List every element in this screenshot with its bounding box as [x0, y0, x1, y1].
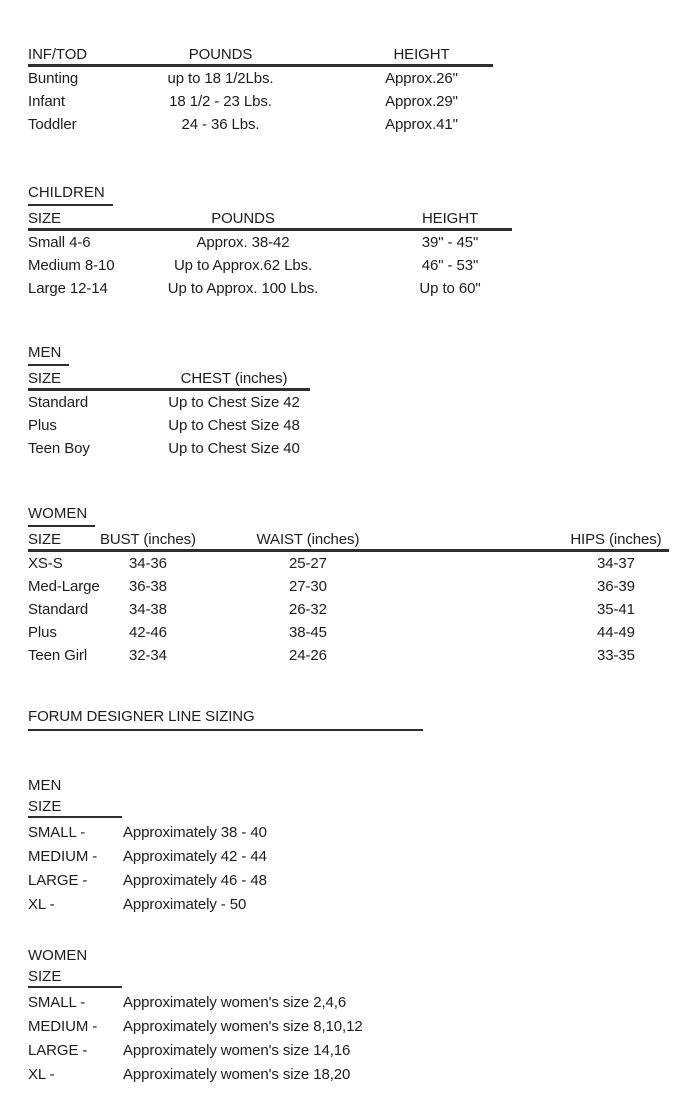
data-cell: Large 12-14	[28, 280, 108, 297]
data-cell: Bunting	[28, 70, 79, 87]
data-cell: 44-49	[597, 624, 635, 641]
data-cell: Up to Approx. 100 Lbs.	[167, 280, 319, 297]
data-cell: 39" - 45"	[421, 234, 479, 251]
section-forum-designer	[28, 708, 423, 731]
data-cell: 24-26	[289, 647, 327, 664]
data-cell: 36-39	[597, 578, 635, 595]
list-row	[28, 1039, 363, 1063]
table-header-row	[28, 208, 512, 230]
section-title-wrap	[28, 344, 310, 368]
section-title-wrap	[28, 505, 669, 529]
size-label: LARGE -	[28, 1042, 88, 1059]
spacer-cell	[283, 90, 350, 113]
data-cell: Approx. 38-42	[196, 234, 290, 251]
section-title-wrap	[28, 184, 512, 208]
header-cell: POUNDS	[158, 208, 328, 230]
inf-tod-table	[28, 44, 493, 136]
data-cell: Approx.29"	[385, 93, 458, 110]
data-cell: Toddler	[28, 116, 77, 133]
data-cell: Approx.41"	[385, 116, 458, 133]
men-table	[28, 368, 310, 460]
data-cell: Up to Chest Size 42	[168, 394, 300, 411]
data-cell: 32-34	[129, 647, 167, 664]
table-row	[28, 414, 310, 437]
forum-section-heading: MEN	[28, 777, 62, 794]
spacer-cell	[328, 230, 388, 255]
section-title: WOMEN	[28, 505, 95, 527]
header-cell: POUNDS	[158, 44, 283, 66]
data-cell: XS-S	[28, 555, 63, 572]
section-inf-tod	[28, 44, 493, 136]
list-row	[28, 1015, 363, 1039]
data-cell: 38-45	[289, 624, 327, 641]
data-cell: 36-38	[129, 578, 167, 595]
header-cell: HEIGHT	[350, 44, 493, 66]
data-cell: Medium 8-10	[28, 257, 115, 274]
size-value: Approximately 38 - 40	[123, 824, 267, 841]
table-row	[28, 621, 669, 644]
size-label: SMALL -	[28, 994, 86, 1011]
children-table	[28, 208, 512, 300]
spacer-cell	[328, 254, 388, 277]
size-label: XL -	[28, 896, 55, 913]
size-value: Approximately - 50	[123, 896, 247, 913]
spacer-cell	[420, 575, 563, 598]
list-row	[28, 845, 267, 869]
spacer-cell	[420, 551, 563, 576]
spacer-cell	[283, 44, 350, 66]
forum-size-label-wrap	[28, 967, 363, 991]
size-value: Approximately 46 - 48	[123, 872, 267, 889]
section-men	[28, 344, 310, 460]
section-title: MEN	[28, 344, 69, 366]
table-header-row	[28, 368, 310, 390]
size-label: MEDIUM -	[28, 848, 98, 865]
data-cell: Med-Large	[28, 578, 100, 595]
size-label: MEDIUM -	[28, 1018, 98, 1035]
data-cell: Plus	[28, 417, 57, 434]
size-label: XL -	[28, 1066, 55, 1083]
header-cell: BUST (inches)	[100, 529, 196, 551]
data-cell: Standard	[28, 394, 89, 411]
data-cell: up to 18 1/2Lbs.	[167, 70, 274, 87]
header-cell: SIZE	[28, 368, 158, 390]
table-row	[28, 575, 669, 598]
spacer-cell	[328, 208, 388, 230]
data-cell: 24 - 36 Lbs.	[181, 116, 260, 133]
data-cell: Standard	[28, 601, 89, 618]
forum-section-heading: WOMEN	[28, 947, 88, 964]
size-value: Approximately 42 - 44	[123, 848, 267, 865]
data-cell: 27-30	[289, 578, 327, 595]
forum-size-label-wrap	[28, 797, 267, 821]
forum-size-label: SIZE	[28, 967, 122, 988]
size-value: Approximately women's size 18,20	[123, 1066, 351, 1083]
table-row	[28, 277, 512, 300]
table-row	[28, 254, 512, 277]
size-value: Approximately women's size 14,16	[123, 1042, 351, 1059]
table-row	[28, 66, 493, 91]
list-row	[28, 1063, 363, 1087]
header-cell: SIZE	[28, 529, 100, 551]
women-table	[28, 529, 669, 667]
header-cell: WAIST (inches)	[196, 529, 420, 551]
data-cell: 34-38	[129, 601, 167, 618]
section-title: CHILDREN	[28, 184, 113, 206]
header-cell: INF/TOD	[28, 44, 158, 66]
data-cell: Teen Boy	[28, 440, 90, 457]
size-label: LARGE -	[28, 872, 88, 889]
data-cell: 42-46	[129, 624, 167, 641]
data-cell: Infant	[28, 93, 65, 110]
spacer-cell	[420, 529, 563, 551]
table-row	[28, 90, 493, 113]
list-row	[28, 991, 363, 1015]
data-cell: 46" - 53"	[421, 257, 479, 274]
header-cell: HEIGHT	[388, 208, 512, 230]
section-women	[28, 505, 669, 667]
section-children	[28, 184, 512, 300]
forum-designer-title: FORUM DESIGNER LINE SIZING	[28, 708, 423, 731]
data-cell: 33-35	[597, 647, 635, 664]
table-row	[28, 644, 669, 667]
data-cell: Small 4-6	[28, 234, 91, 251]
spacer-cell	[328, 277, 388, 300]
data-cell: 35-41	[597, 601, 635, 618]
data-cell: Plus	[28, 624, 57, 641]
forum-women-list	[28, 945, 363, 1087]
spacer-cell	[283, 66, 350, 91]
data-cell: Up to Approx.62 Lbs.	[173, 257, 313, 274]
forum-size-label: SIZE	[28, 797, 122, 818]
table-row	[28, 551, 669, 576]
header-cell: CHEST (inches)	[158, 368, 310, 390]
forum-men-list	[28, 775, 267, 917]
table-header-row	[28, 44, 493, 66]
header-cell: SIZE	[28, 208, 158, 230]
data-cell: Teen Girl	[28, 647, 88, 664]
table-header-row	[28, 529, 669, 551]
table-row	[28, 598, 669, 621]
table-row	[28, 113, 493, 136]
data-cell: Up to 60"	[419, 280, 481, 297]
list-row	[28, 821, 267, 845]
data-cell: Approx.26"	[385, 70, 458, 87]
spacer-cell	[420, 644, 563, 667]
data-cell: 25-27	[289, 555, 327, 572]
size-value: Approximately women's size 8,10,12	[123, 1018, 363, 1035]
data-cell: 34-37	[597, 555, 635, 572]
list-row	[28, 869, 267, 893]
spacer-cell	[420, 621, 563, 644]
data-cell: 18 1/2 - 23 Lbs.	[169, 93, 272, 110]
table-row	[28, 437, 310, 460]
table-row	[28, 390, 310, 415]
data-cell: 34-36	[129, 555, 167, 572]
spacer-cell	[420, 598, 563, 621]
list-row	[28, 893, 267, 917]
header-cell: HIPS (inches)	[563, 529, 669, 551]
size-label: SMALL -	[28, 824, 86, 841]
data-cell: Up to Chest Size 40	[168, 440, 300, 457]
data-cell: Up to Chest Size 48	[168, 417, 300, 434]
size-value: Approximately women's size 2,4,6	[123, 994, 347, 1011]
table-row	[28, 230, 512, 255]
spacer-cell	[283, 113, 350, 136]
data-cell: 26-32	[289, 601, 327, 618]
